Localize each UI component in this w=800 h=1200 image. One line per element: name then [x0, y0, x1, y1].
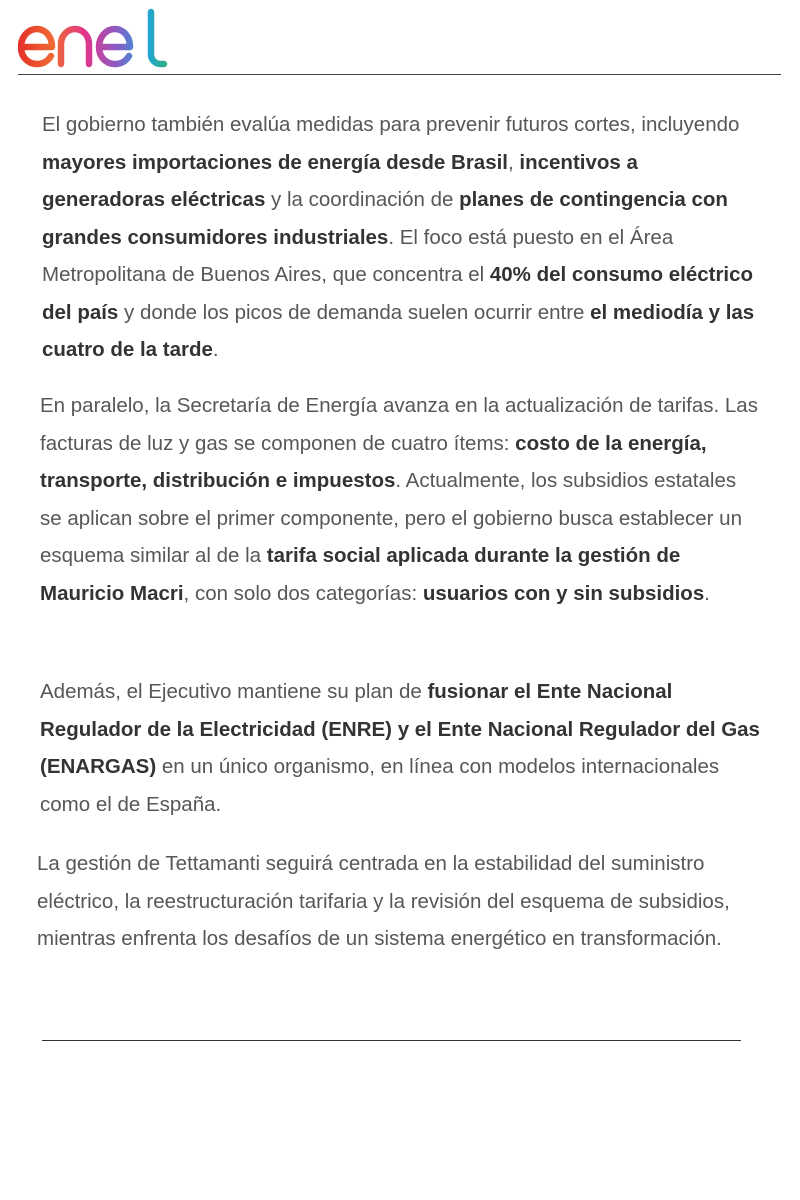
- text-segment: en un único organismo, en línea con modelos internacionales como el de España.: [40, 755, 720, 816]
- bold-text-segment: mayores importaciones de energía desde Brasil: [42, 150, 508, 174]
- text-segment: La gestión de Tettamanti seguirá centrada en la estabilidad del suministro eléctrico, la reestructuración tarifaria y la revisión del esquema de subsidios, mientras enfrenta los desafíos de un sistema energético en transformación.: [37, 852, 730, 950]
- article-paragraph: [37, 845, 762, 958]
- text-segment: . Actualmente, los subsidios estatales se aplican sobre el primer componente, pero el gobierno busca establecer un esquema similar al de la: [40, 469, 742, 567]
- header-divider: [18, 74, 781, 75]
- bold-text-segment: el mediodía y las cuatro de la tarde: [42, 300, 755, 361]
- article-paragraph: [40, 673, 762, 823]
- text-segment: .: [212, 338, 219, 361]
- text-segment: El gobierno también evalúa medidas para prevenir futuros cortes, incluyendo: [42, 113, 740, 136]
- article-paragraph: [42, 106, 762, 369]
- text-segment: . El foco está puesto en el Área Metropolitana de Buenos Aires, que concentra el: [42, 225, 674, 286]
- text-segment: Además, el Ejecutivo mantiene su plan de: [40, 680, 428, 703]
- bold-text-segment: usuarios con y sin subsidios: [422, 581, 705, 605]
- enel-logo-icon: [18, 8, 178, 70]
- enel-logo[interactable]: [18, 8, 178, 70]
- bold-text-segment: incentivos a generadoras eléctricas: [42, 150, 638, 211]
- bold-text-segment: tarifa social aplicada durante la gestión de Mauricio Macri: [40, 544, 681, 605]
- text-segment: En paralelo, la Secretaría de Energía avanza en la actualización de tarifas. Las facturas de luz y gas se componen de cuatro ítems:: [40, 394, 758, 455]
- bold-text-segment: planes de contingencia con grandes consumidores industriales: [42, 188, 728, 249]
- text-segment: y la coordinación de: [265, 188, 460, 211]
- text-segment: , con solo dos categorías:: [183, 581, 423, 605]
- bold-text-segment: fusionar el Ente Nacional Regulador de la Electricidad (ENRE) y el Ente Nacional Regulador del Gas (ENARGAS): [40, 680, 760, 778]
- article-paragraph: [40, 387, 762, 612]
- bold-text-segment: 40% del consumo eléctrico del país: [42, 263, 754, 324]
- footer-divider: [42, 1040, 741, 1041]
- text-segment: ,: [508, 150, 520, 174]
- text-segment: .: [704, 581, 710, 605]
- text-segment: y donde los picos de demanda suelen ocurrir entre: [118, 300, 591, 324]
- bold-text-segment: costo de la energía, transporte, distribución e impuestos: [40, 431, 707, 492]
